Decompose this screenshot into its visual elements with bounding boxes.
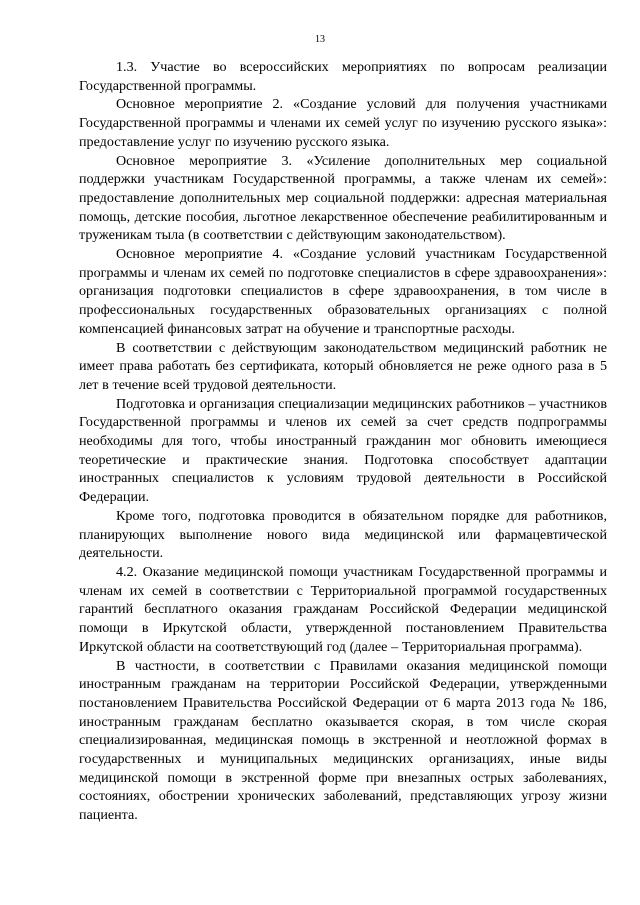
paragraph-main-activity-2: Основное мероприятие 2. «Создание условий для получения участниками Государственной программы и членами их семей услуг по изучению русского языка»: предоставление услуг по изучению русского языка. xyxy=(79,96,607,150)
paragraph-training: Подготовка и организация специализации медицинских работников – участников Государственной программы и членов их семей за счет средств подпрограммы необходимы для того, чтобы иностранный гражданин мог обновить имеющиеся теоретические и практические знания. Подготовка способствует адаптации иностранных специалистов к условиям трудовой деятельности в Российской Федерации. xyxy=(79,395,607,506)
paragraph-4-2-medical-care: 4.2. Оказание медицинской помощи участникам Государственной программы и членам их семей в соответствии с Территориальной программой государственных гарантий бесплатного оказания гражданам Российской Федерации медицинской помощи в Иркутской области, утвержденной постановлением Правительства Иркутской области на соответствующий год (далее – Территориальная программа). xyxy=(79,563,607,655)
paragraph-certificate: В соответствии с действующим законодательством медицинский работник не имеет права работать без сертификата, который обновляется не реже одного раза в 5 лет в течение всей трудовой деятельности. xyxy=(79,339,607,393)
paragraph-main-activity-3: Основное мероприятие 3. «Усиление дополнительных мер социальной поддержки участникам Государственной программы, а также членам их семей»: предоставление дополнительных мер социальной поддержки: адресная материальная помощь, детские пособия, льготное лекарственное обеспечение реабилитированным и труженикам тыла (в соответствии с действующим законодательством). xyxy=(79,152,607,244)
paragraph-foreign-citizens-care: В частности, в соответствии с Правилами оказания медицинской помощи иностранным гражданам на территории Российской Федерации, утвержденными постановлением Правительства Российской Федерации от 6 марта 2013 года № 186, иностранным гражданам бесплатно оказывается скорая, в том числе скорая специализированная, медицинская помощь в экстренной и неотложной формах в государственных и муниципальных медицинских организациях, иные виды медицинской помощи в экстренной форме при внезапных острых заболеваниях, состояниях, обострении хронических заболеваний, представляющих угрозу жизни пациента. xyxy=(79,657,607,824)
paragraph-mandatory-training: Кроме того, подготовка проводится в обязательном порядке для работников, планирующих выполнение нового вида медицинской или фармацевтической деятельности. xyxy=(79,507,607,562)
page-number: 13 xyxy=(315,34,325,45)
paragraph-1-3-events: 1.3. Участие во всероссийских мероприятиях по вопросам реализации Государственной программы. xyxy=(79,59,607,94)
paragraph-main-activity-4: Основное мероприятие 4. «Создание условий участникам Государственной программы и членам их семей по подготовке специалистов в сфере здравоохранения»: организация подготовки специалистов в сфере здравоохранения, в том числе в профессиональных государственных образовательных организациях с полной компенсацией финансовых затрат на обучение и транспортные расходы. xyxy=(79,246,607,337)
document-body xyxy=(79,58,607,825)
